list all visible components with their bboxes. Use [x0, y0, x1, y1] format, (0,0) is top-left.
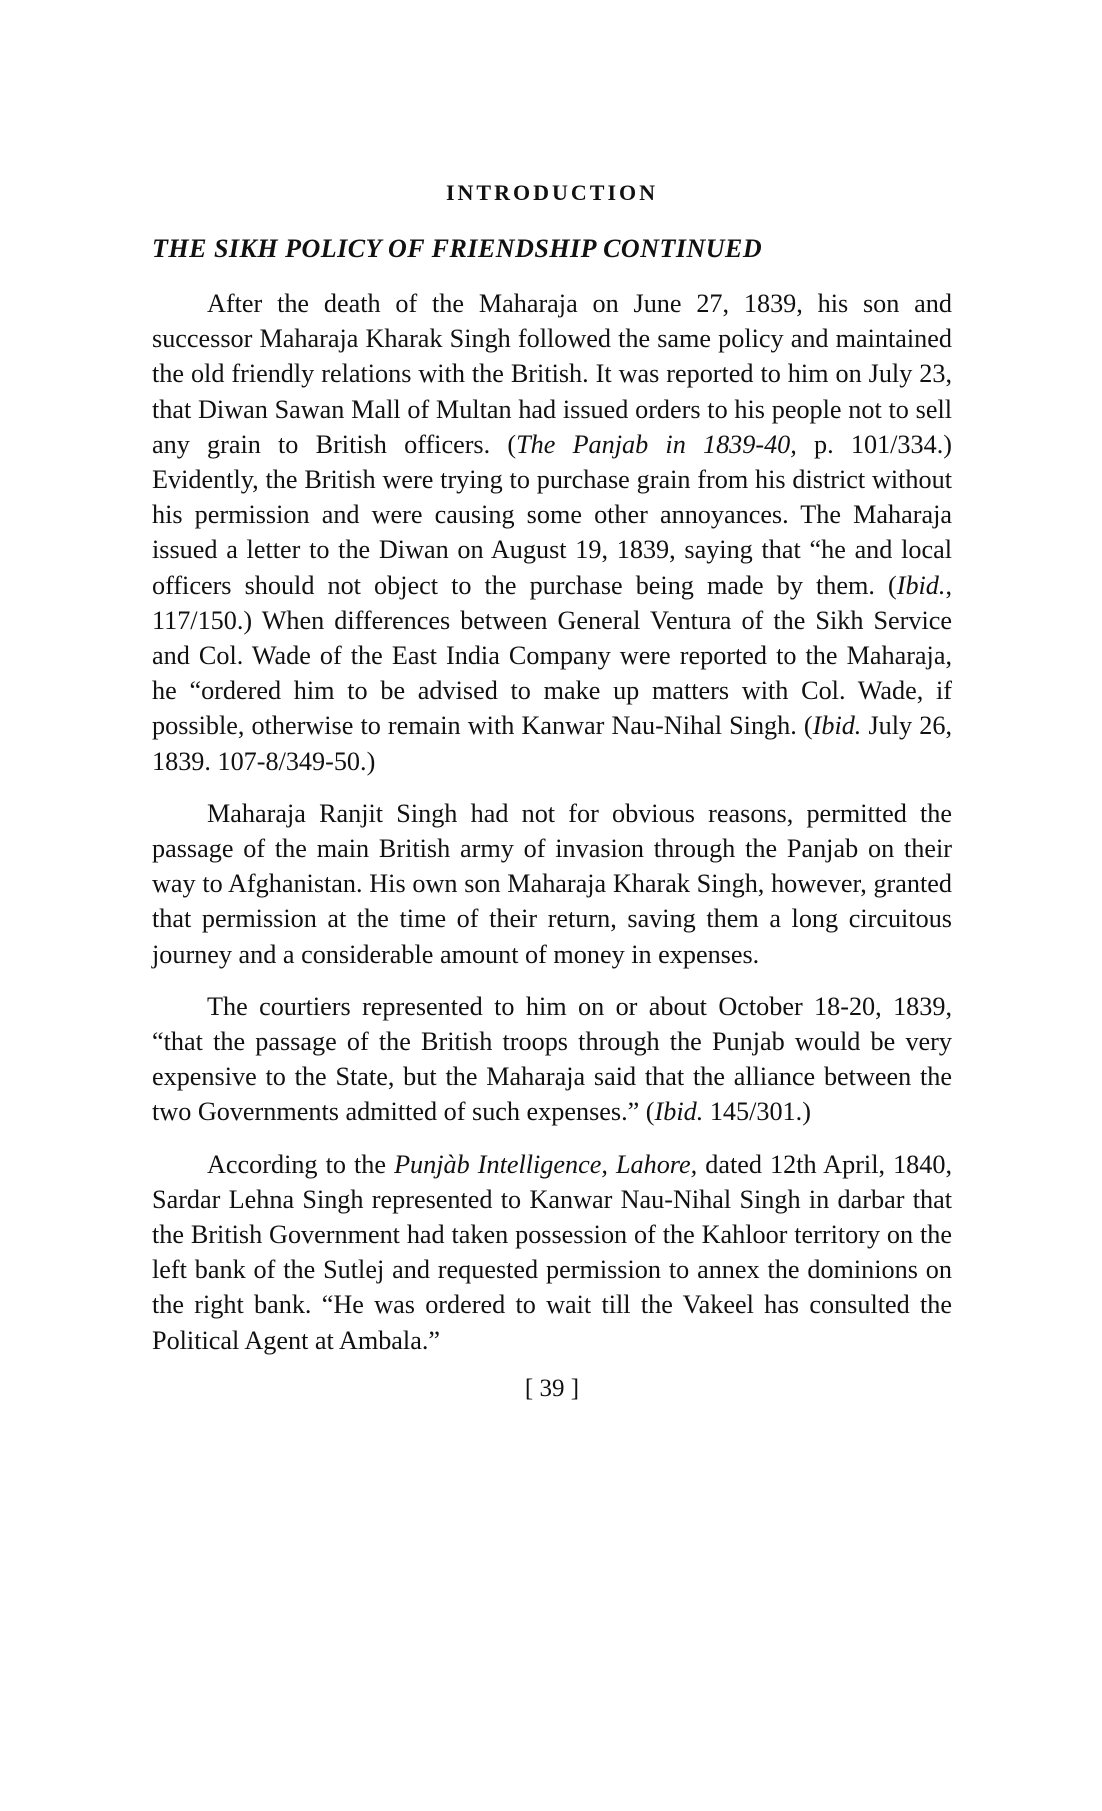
para-1-text: p. 101/334.) Evidently, the British were trying to purchase grain from his district without his permission and were causing some other annoyances. The Maharaja issued a letter to the Diwan on August 19, 1839, saying that “he and local officers should not object to the purchase being made by them. ( — [152, 429, 952, 600]
running-head: INTRODUCTION — [445, 180, 659, 205]
para-1-text: July 26, 1839. 107-8/349-50.) — [152, 711, 952, 776]
book-page — [152, 180, 952, 1403]
para-3-text: The courtiers represented to him on or about October 18-20, 1839, “that the passage of the British troops through the Punjab would be very expensive to the State, but the Maharaja said that the alliance between the two Governments admitted of such expenses.” ( — [152, 991, 952, 1127]
para-1-citation-ibid: Ibid. — [896, 570, 946, 600]
para-4-text: According to the — [207, 1149, 395, 1179]
para-3-text: 145/301.) — [703, 1097, 811, 1127]
para-4-citation-intelligence: Punjàb Intelligence, Lahore, — [394, 1149, 698, 1179]
para-1-text: After the death of the Maharaja on June 27, 1839, his son and successor Maharaja Kharak Singh followed the same policy and maintained the old friendly relations with the British. It was reported to him on July 23, that Diwan Sawan Mall of Multan had issued orders to his people not to sell any grain to British officers. ( — [152, 289, 952, 459]
para-2-text: Maharaja Ranjit Singh had not for obvious reasons, permitted the passage of the main British army of invasion through the Panjab on their way to Afghanistan. His own son Maharaja Kharak Singh, however, granted that permission at the time of their return, saving them a long circuitous journey and a considerable amount of money in expenses. — [152, 798, 952, 969]
para-4-text: dated 12th April, 1840, Sardar Lehna Singh represented to Kanwar Nau-Nihal Singh in darbar that the British Government had taken possession of the Kahloor territory on the left bank of the Sutlej and requested permission to annex the dominions on the right bank. “He was ordered to wait till the Vakeel has consulted the Political Agent at Ambala.” — [152, 1149, 952, 1355]
para-3-citation-ibid: Ibid. — [654, 1097, 704, 1127]
page-number: [ 39 ] — [524, 1374, 580, 1402]
paragraph-3 — [152, 989, 952, 1130]
section-title: THE SIKH POLICY OF FRIENDSHIP CONTINUED — [152, 234, 763, 263]
paragraph-1 — [152, 286, 952, 779]
paragraph-2 — [152, 796, 952, 972]
para-1-citation-ibid: Ibid. — [812, 711, 862, 741]
para-1-text: , 117/150.) When differences between General Ventura of the Sikh Service and Col. Wade of the East India Company were reported to the Maharaja, he “ordered him to be advised to make up matters with Col. Wade, if possible, otherwise to remain with Kanwar Nau-Nihal Singh. ( — [152, 570, 952, 741]
paragraph-4 — [152, 1147, 952, 1358]
para-1-citation-panjab: The Panjab in 1839-40, — [516, 429, 797, 459]
